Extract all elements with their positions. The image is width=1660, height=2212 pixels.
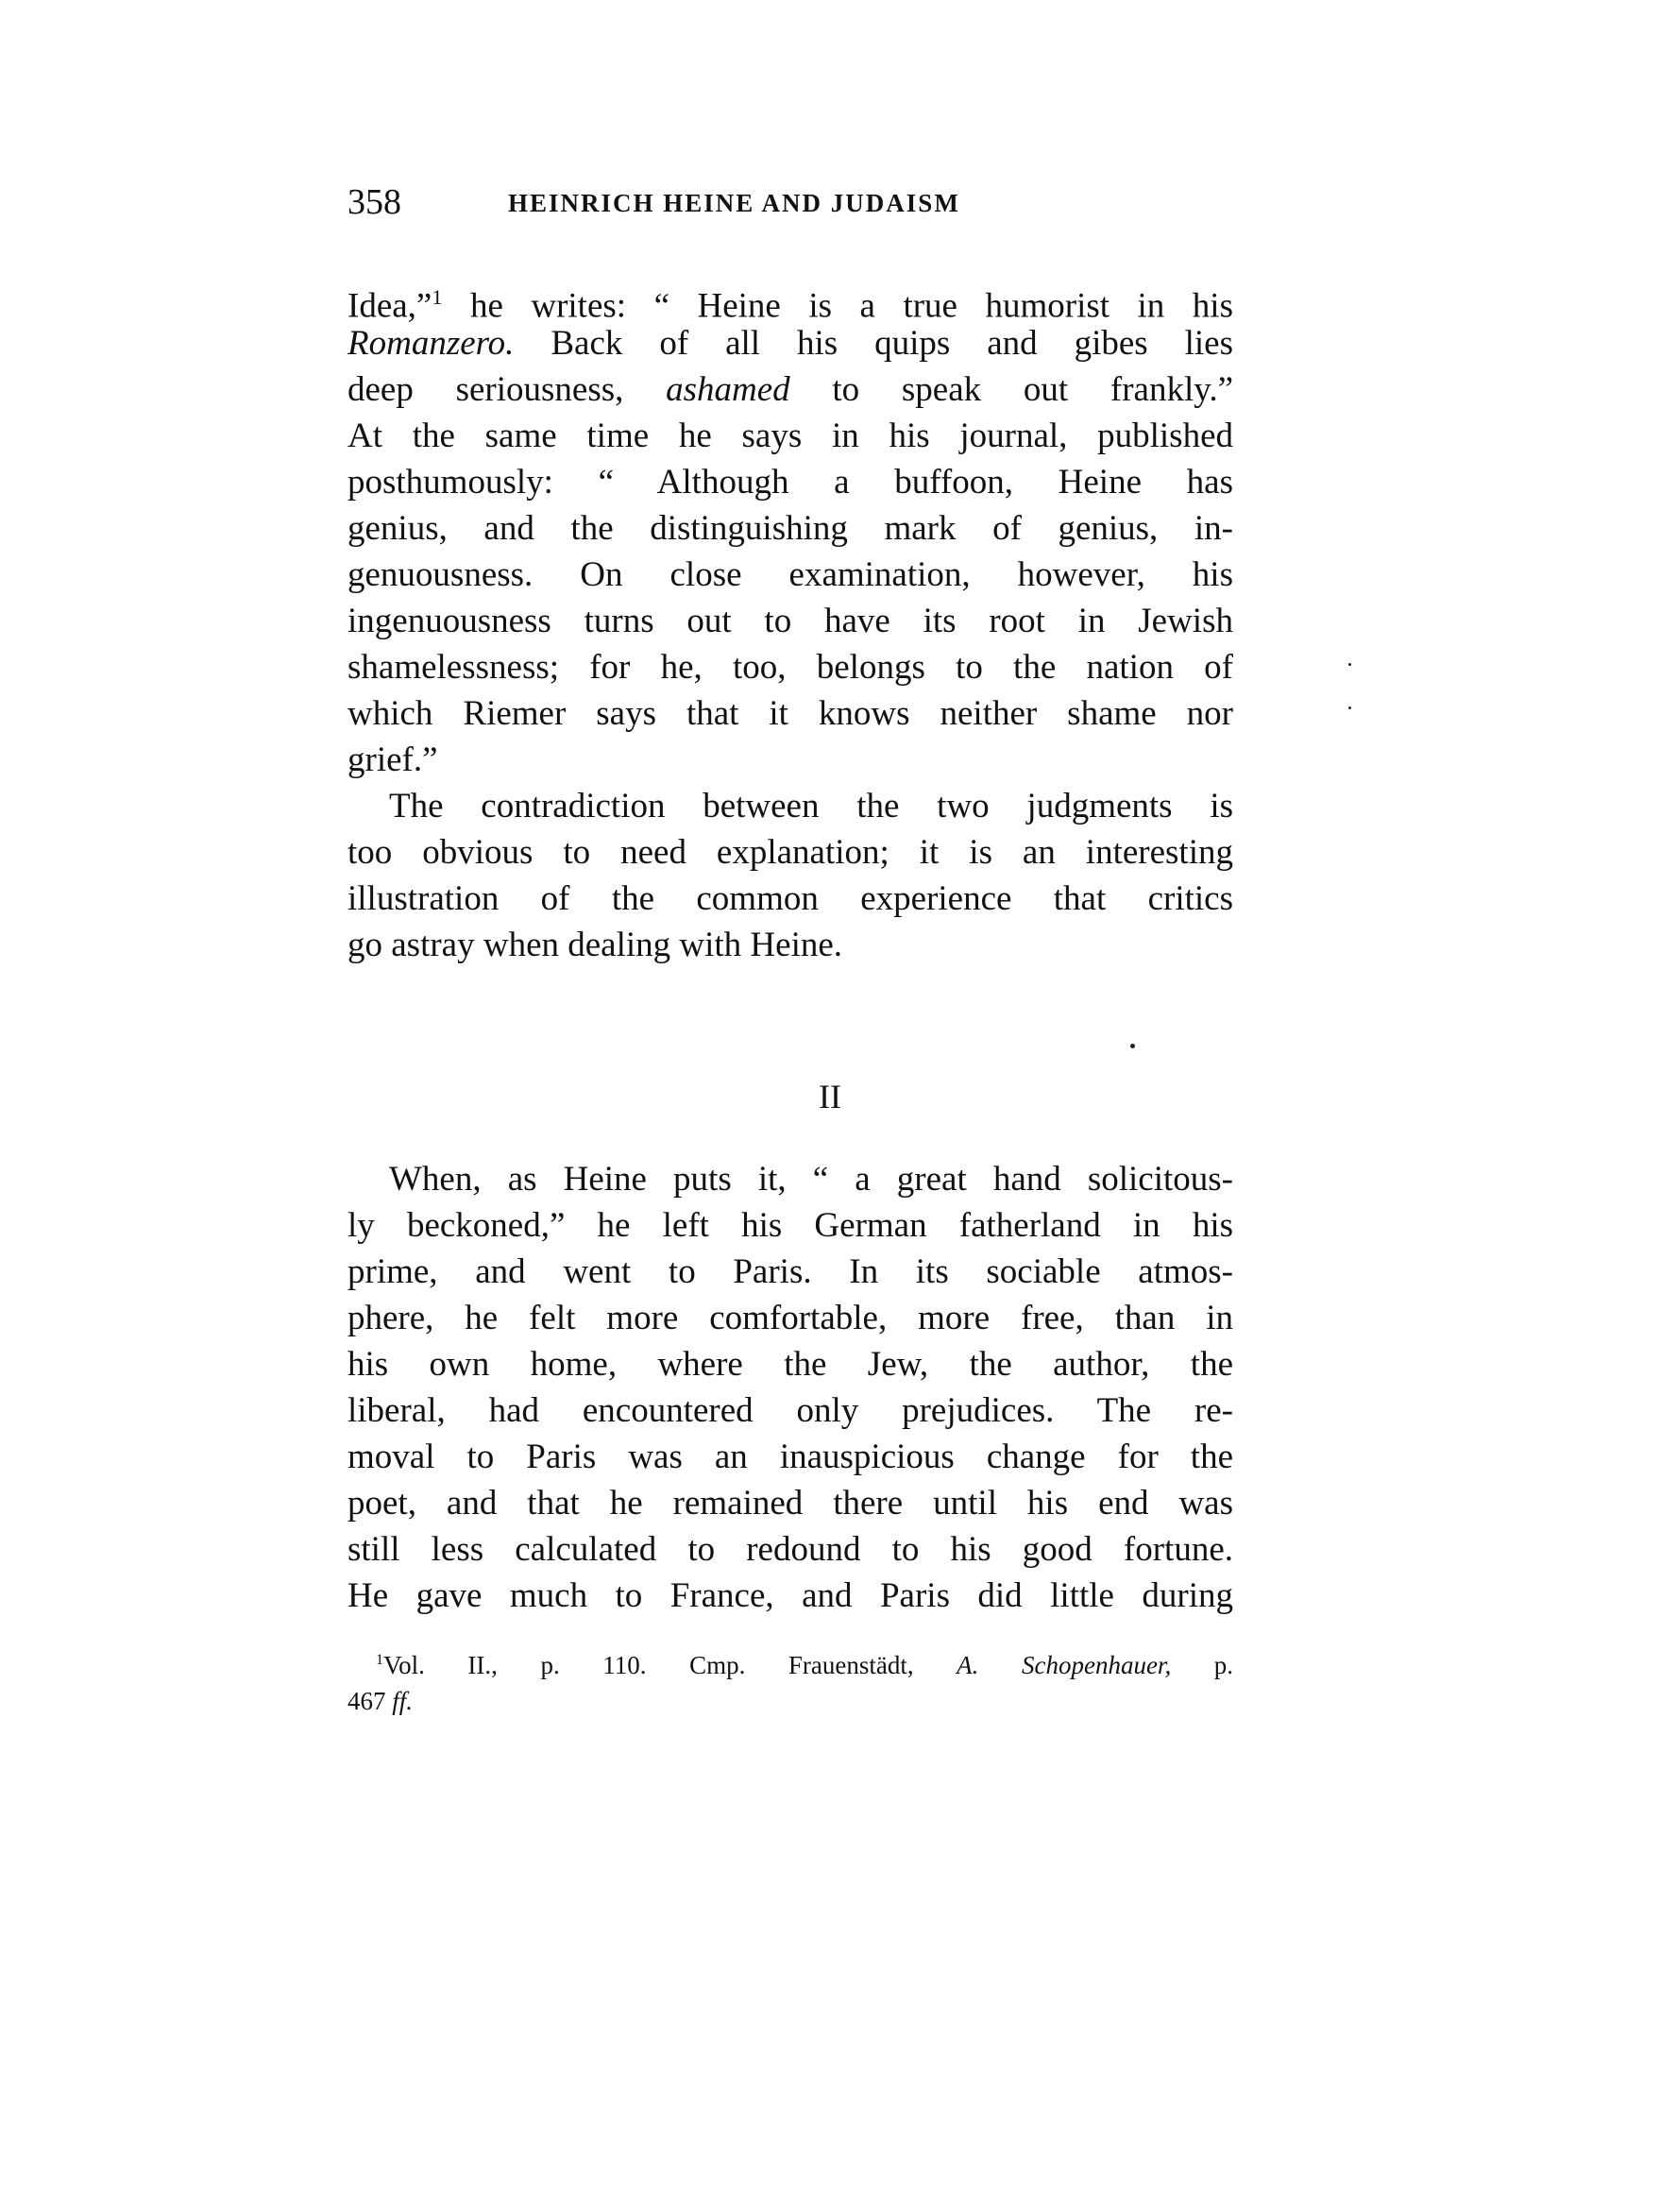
footnote-marker: 1 [376, 1651, 384, 1668]
text-line: phere, he felt more comfortable, more free, than in [347, 1299, 1233, 1337]
text-line: too obvious to need explanation; it is an interesting [347, 833, 1233, 872]
text-line: posthumously: “ Although a buffoon, Heine has [347, 463, 1233, 502]
footnote-line: $^1$Vol. II., p. 110. Cmp. Frauenstädt, A. Schopenhauer, p. [376, 1651, 1233, 1679]
text-line: deep seriousness, ashamed to speak out frankly.” [347, 370, 1234, 409]
text-line: poet, and that he remained there until his end was [347, 1484, 1233, 1523]
italic-title: Romanzero. [347, 324, 515, 363]
text-line: The contradiction between the two judgments is [389, 787, 1233, 825]
text-line: He gave much to France, and Paris did little during [347, 1576, 1233, 1615]
text-line: prime, and went to Paris. In its sociable atmos- [347, 1252, 1233, 1291]
footnote-line: 467 ff. [347, 1687, 414, 1715]
scan-speck [1348, 706, 1351, 709]
text-line: ly beckoned,” he left his German fatherland in his [347, 1206, 1233, 1245]
scan-speck [1130, 1044, 1135, 1048]
page-header [347, 181, 1254, 229]
paragraph-2 [347, 783, 1233, 968]
text-line: his own home, where the Jew, the author, the [347, 1345, 1233, 1384]
text-line: genius, and the distinguishing mark of genius, in- [347, 509, 1233, 548]
text-line: still less calculated to redound to his good fortune. [347, 1530, 1233, 1569]
text-line: At the same time he says in his journal, published [347, 417, 1233, 455]
text-line: illustration of the common experience that critics [347, 879, 1233, 918]
text-line: which Riemer says that it knows neither shame nor [347, 694, 1233, 733]
text-line: moval to Paris was an inauspicious change for the [347, 1438, 1233, 1476]
text-line: genuousness. On close examination, however, his [347, 555, 1233, 594]
text-line: liberal, had encountered only prejudices. The re- [347, 1391, 1233, 1430]
text-line: grief.” [347, 740, 438, 779]
text-line: shamelessness; for he, too, belongs to the nation of [347, 648, 1233, 687]
paragraph-1 [347, 274, 1233, 783]
section-heading: II [819, 1078, 841, 1115]
scan-speck [1348, 663, 1351, 666]
text-line: go astray when dealing with Heine. [347, 926, 843, 964]
italic-word: ashamed [666, 370, 790, 409]
text-line: ingenuousness turns out to have its root in Jewish [347, 602, 1233, 640]
running-title: HEINRICH HEINE AND JUDAISM [508, 189, 960, 217]
text-line: Idea,”$^1$ he writes: “ Heine is a true humorist in his [347, 285, 1233, 326]
text-line: Romanzero. Back of all his quips and gibes lies [347, 324, 1233, 363]
text-line: When, as Heine puts it, “ a great hand solicitous- [389, 1160, 1233, 1199]
paragraph-3 [347, 1156, 1233, 1619]
footnote-ref: 1 [432, 285, 443, 309]
page-number: 358 [347, 182, 401, 222]
footnote [347, 1642, 1233, 1719]
